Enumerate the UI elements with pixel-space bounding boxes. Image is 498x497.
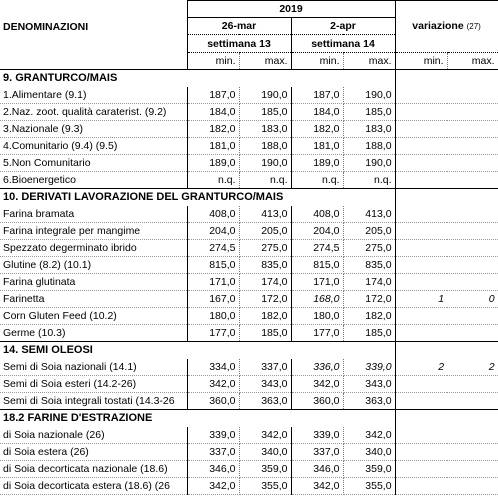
cell-w2-max: n.q. [343, 172, 395, 189]
cell-w1-min: 342,0 [187, 478, 239, 495]
cell-w1-min: 167,0 [187, 291, 239, 308]
cell-var-min: 1 [395, 291, 447, 308]
row-label: 5.Non Comunitario [0, 155, 187, 172]
table-row [0, 359, 498, 376]
cell-var-max [447, 427, 498, 444]
cell-var-min [395, 461, 447, 478]
row-label: Farina bramata [0, 206, 187, 223]
cell-w2-max: 343,0 [343, 376, 395, 393]
row-label: 4.Comunitario (9.4) (9.5) [0, 138, 187, 155]
cell-w1-min: 408,0 [187, 206, 239, 223]
cell-w2-min: 187,0 [291, 87, 343, 104]
section-var-min-blank [395, 189, 447, 207]
cell-w2-max: 359,0 [343, 461, 395, 478]
cell-w1-max: 188,0 [239, 138, 291, 155]
cell-w1-min: 274,5 [187, 240, 239, 257]
header-variazione-label: variazione [412, 20, 464, 32]
section-title: 10. DERIVATI LAVORAZIONE DEL GRANTURCO/MAIS [0, 189, 395, 207]
cell-w2-min: 204,0 [291, 223, 343, 240]
row-label: Semi di Soia esteri (14.2-26) [0, 376, 187, 393]
cell-w1-max: 337,0 [239, 359, 291, 376]
cell-var-max [447, 461, 498, 478]
cell-w1-max: 185,0 [239, 325, 291, 342]
table-row [0, 478, 498, 495]
cell-w1-max: 190,0 [239, 87, 291, 104]
row-label: di Soia estera (26) [0, 444, 187, 461]
header-spacer [0, 53, 187, 70]
section-var-max-blank [447, 189, 498, 207]
cell-var-max [447, 138, 498, 155]
cell-w2-min: 189,0 [291, 155, 343, 172]
cell-w1-max: 343,0 [239, 376, 291, 393]
header-week2-date: 2-apr [291, 18, 395, 35]
section-var-max-blank [447, 410, 498, 428]
cell-w1-max: 340,0 [239, 444, 291, 461]
section-header [0, 342, 498, 360]
cell-w2-max: 340,0 [343, 444, 395, 461]
cell-var-min [395, 444, 447, 461]
cell-w2-min: 274,5 [291, 240, 343, 257]
header-w2-max: max. [343, 53, 395, 70]
cell-w1-max: 359,0 [239, 461, 291, 478]
cell-var-min [395, 257, 447, 274]
cell-w1-max: 182,0 [239, 308, 291, 325]
cell-w2-max: 205,0 [343, 223, 395, 240]
cell-var-min [395, 427, 447, 444]
cell-var-max [447, 444, 498, 461]
row-label: Corn Gluten Feed (10.2) [0, 308, 187, 325]
table-row [0, 444, 498, 461]
cell-w1-max: 205,0 [239, 223, 291, 240]
cell-var-max: 2 [447, 359, 498, 376]
cell-w2-min: 360,0 [291, 393, 343, 410]
cell-w1-max: 172,0 [239, 291, 291, 308]
table-row [0, 121, 498, 138]
table-row [0, 427, 498, 444]
cell-w1-min: n.q. [187, 172, 239, 189]
cell-w2-max: 185,0 [343, 104, 395, 121]
section-header [0, 70, 498, 88]
header-week2-label: settimana 14 [291, 35, 395, 53]
row-label: 6.Bioenergetico [0, 172, 187, 189]
cell-w1-max: 174,0 [239, 274, 291, 291]
cell-var-max [447, 376, 498, 393]
cell-w1-max: 342,0 [239, 427, 291, 444]
cell-var-min [395, 325, 447, 342]
cell-var-min [395, 172, 447, 189]
cell-w2-max: 188,0 [343, 138, 395, 155]
section-title: 9. GRANTURCO/MAIS [0, 70, 395, 88]
row-label: Farina glutinata [0, 274, 187, 291]
header-var-min: min. [395, 53, 447, 70]
cell-var-min [395, 478, 447, 495]
row-label: di Soia decorticata estera (18.6) (26 [0, 478, 187, 495]
cell-var-max [447, 274, 498, 291]
row-label: di Soia nazionale (26) [0, 427, 187, 444]
cell-var-max [447, 393, 498, 410]
cell-var-min [395, 376, 447, 393]
cell-var-min [395, 87, 447, 104]
cell-w2-max: 182,0 [343, 308, 395, 325]
cell-w2-max: 174,0 [343, 274, 395, 291]
cell-var-max [447, 206, 498, 223]
cell-w2-min: 342,0 [291, 376, 343, 393]
table-row [0, 155, 498, 172]
header-week1-date: 26-mar [187, 18, 291, 35]
cell-w1-min: 337,0 [187, 444, 239, 461]
cell-var-max [447, 240, 498, 257]
cell-w2-min: n.q. [291, 172, 343, 189]
cell-w2-max: 339,0 [343, 359, 395, 376]
cell-w2-min: 337,0 [291, 444, 343, 461]
row-label: Spezzato degerminato ibrido [0, 240, 187, 257]
row-label: 1.Alimentare (9.1) [0, 87, 187, 104]
cell-var-max [447, 172, 498, 189]
table-row [0, 274, 498, 291]
header-w1-max: max. [239, 53, 291, 70]
cell-w1-min: 334,0 [187, 359, 239, 376]
section-var-max-blank [447, 342, 498, 360]
cell-w1-max: 355,0 [239, 478, 291, 495]
cell-var-min [395, 393, 447, 410]
row-label: Farinetta [0, 291, 187, 308]
cell-w2-max: 275,0 [343, 240, 395, 257]
table-row [0, 87, 498, 104]
cell-w1-min: 187,0 [187, 87, 239, 104]
cell-w2-min: 180,0 [291, 308, 343, 325]
cell-w1-min: 182,0 [187, 121, 239, 138]
table-row [0, 308, 498, 325]
cell-w1-max: 835,0 [239, 257, 291, 274]
section-header [0, 410, 498, 428]
cell-var-min [395, 206, 447, 223]
cell-w2-max: 355,0 [343, 478, 395, 495]
cell-w2-max: 342,0 [343, 427, 395, 444]
cell-w1-min: 339,0 [187, 427, 239, 444]
cell-w2-max: 185,0 [343, 325, 395, 342]
row-label: Farina integrale per mangime [0, 223, 187, 240]
cell-w2-max: 172,0 [343, 291, 395, 308]
table-row [0, 104, 498, 121]
cell-w2-min: 181,0 [291, 138, 343, 155]
row-label: 2.Naz. zoot. qualità caraterist. (9.2) [0, 104, 187, 121]
cell-var-min [395, 240, 447, 257]
table-row [0, 223, 498, 240]
cell-w2-min: 171,0 [291, 274, 343, 291]
cell-w2-min: 168,0 [291, 291, 343, 308]
row-label: Glutine (8.2) (10.1) [0, 257, 187, 274]
cell-w1-min: 342,0 [187, 376, 239, 393]
cell-w2-min: 342,0 [291, 478, 343, 495]
cell-w1-max: 185,0 [239, 104, 291, 121]
header-year: 2019 [187, 1, 395, 18]
table-row [0, 376, 498, 393]
cell-w2-max: 190,0 [343, 155, 395, 172]
cell-w2-max: 363,0 [343, 393, 395, 410]
cell-w1-max: 275,0 [239, 240, 291, 257]
cell-w2-min: 408,0 [291, 206, 343, 223]
cell-w2-min: 336,0 [291, 359, 343, 376]
table-row [0, 138, 498, 155]
cell-var-max [447, 325, 498, 342]
cell-w2-min: 815,0 [291, 257, 343, 274]
cell-w2-max: 190,0 [343, 87, 395, 104]
section-var-min-blank [395, 342, 447, 360]
cell-w2-min: 346,0 [291, 461, 343, 478]
cell-w2-min: 184,0 [291, 104, 343, 121]
cell-w2-min: 339,0 [291, 427, 343, 444]
cell-var-min [395, 223, 447, 240]
row-label: 3.Nazionale (9.3) [0, 121, 187, 138]
row-label: Germe (10.3) [0, 325, 187, 342]
section-var-max-blank [447, 70, 498, 88]
cell-var-min [395, 274, 447, 291]
cell-var-min [395, 155, 447, 172]
section-var-min-blank [395, 410, 447, 428]
cell-w2-max: 183,0 [343, 121, 395, 138]
cell-var-min [395, 138, 447, 155]
table-row [0, 325, 498, 342]
cell-w1-min: 815,0 [187, 257, 239, 274]
header-variazione-note: (27) [466, 22, 481, 31]
cell-w1-min: 189,0 [187, 155, 239, 172]
table-row [0, 291, 498, 308]
cell-w1-min: 180,0 [187, 308, 239, 325]
cell-w1-min: 181,0 [187, 138, 239, 155]
row-label: di Soia decorticata nazionale (18.6) [0, 461, 187, 478]
cell-var-max [447, 155, 498, 172]
cell-var-max [447, 121, 498, 138]
cell-var-max: 0 [447, 291, 498, 308]
table-row [0, 461, 498, 478]
cell-var-max [447, 308, 498, 325]
cell-var-min: 2 [395, 359, 447, 376]
table-row [0, 257, 498, 274]
cell-w1-min: 204,0 [187, 223, 239, 240]
cell-var-max [447, 104, 498, 121]
cell-w1-max: 190,0 [239, 155, 291, 172]
cell-w2-max: 413,0 [343, 206, 395, 223]
section-header [0, 189, 498, 207]
cell-w1-min: 177,0 [187, 325, 239, 342]
cell-w1-max: 183,0 [239, 121, 291, 138]
header-denominazioni: DENOMINAZIONI [3, 20, 89, 33]
cell-w2-min: 177,0 [291, 325, 343, 342]
cell-var-max [447, 257, 498, 274]
cell-var-min [395, 308, 447, 325]
table-row [0, 206, 498, 223]
cell-w1-min: 346,0 [187, 461, 239, 478]
row-label: Semi di Soia integrali tostati (14.3-26 [0, 393, 187, 410]
cell-w1-max: 413,0 [239, 206, 291, 223]
header-w2-min: min. [291, 53, 343, 70]
section-title: 14. SEMI OLEOSI [0, 342, 395, 360]
cell-var-max [447, 87, 498, 104]
section-var-min-blank [395, 70, 447, 88]
cell-w1-min: 171,0 [187, 274, 239, 291]
header-week1-label: settimana 13 [187, 35, 291, 53]
header-w1-min: min. [187, 53, 239, 70]
cell-w2-max: 835,0 [343, 257, 395, 274]
cell-var-min [395, 121, 447, 138]
cell-w1-min: 360,0 [187, 393, 239, 410]
header-var-max: max. [447, 53, 498, 70]
cell-w1-min: 184,0 [187, 104, 239, 121]
row-label: Semi di Soia nazionali (14.1) [0, 359, 187, 376]
cell-w1-max: 363,0 [239, 393, 291, 410]
cell-w2-min: 182,0 [291, 121, 343, 138]
table-row [0, 240, 498, 257]
cell-w1-max: n.q. [239, 172, 291, 189]
table-row [0, 393, 498, 410]
section-title: 18.2 FARINE D'ESTRAZIONE [0, 410, 395, 428]
cell-var-min [395, 104, 447, 121]
cell-var-max [447, 478, 498, 495]
table-row [0, 172, 498, 189]
header-variazione [395, 1, 498, 53]
cell-var-max [447, 223, 498, 240]
